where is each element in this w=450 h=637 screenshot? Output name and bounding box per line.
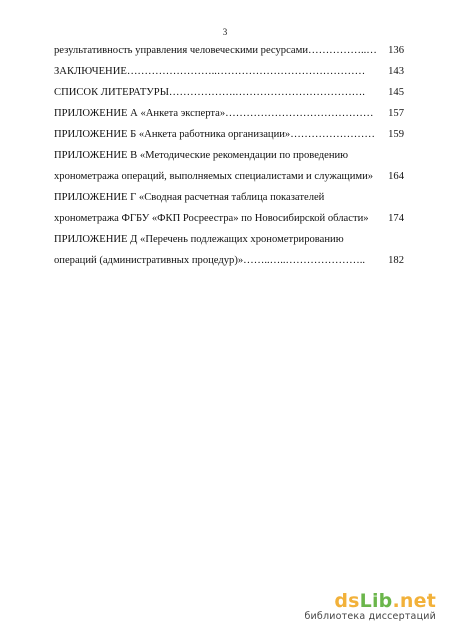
toc-entry xyxy=(54,61,404,82)
toc-entry-page: 143 xyxy=(388,66,404,77)
toc-entry-text: ПРИЛОЖЕНИЕ А «Анкета эксперта»…………………………………… xyxy=(54,108,374,119)
toc-entry-text: ЗАКЛЮЧЕНИЕ……………………..…………………………………… xyxy=(54,66,366,77)
toc-entry xyxy=(54,187,404,208)
toc-entry-page: 157 xyxy=(388,108,404,119)
toc-entry xyxy=(54,166,404,187)
toc-entry xyxy=(54,124,404,145)
logo-net: .net xyxy=(392,590,436,612)
toc-entry-text: хронометража ФГБУ «ФКП Росреестра» по Новосибирской области» xyxy=(54,213,369,224)
toc-entry xyxy=(54,40,404,61)
toc-entry xyxy=(54,208,404,229)
dslib-logo xyxy=(304,591,436,611)
toc-entry xyxy=(54,229,404,250)
toc-entry-text: ПРИЛОЖЕНИЕ Д «Перечень подлежащих хронометрированию xyxy=(54,234,344,245)
toc-entry-page: 159 xyxy=(388,129,404,140)
toc-entry-text: СПИСОК ЛИТЕРАТУРЫ……………….………………………………. xyxy=(54,87,365,98)
toc-entry xyxy=(54,103,404,124)
toc-entry-text: результативность управления человеческими ресурсами……………..… xyxy=(54,45,377,56)
table-of-contents xyxy=(54,40,404,271)
toc-entry-text: ПРИЛОЖЕНИЕ Б «Анкета работника организации»…………………… xyxy=(54,129,375,140)
toc-entry-page: 182 xyxy=(388,255,404,266)
toc-entry-text: ПРИЛОЖЕНИЕ Г «Сводная расчетная таблица показателей xyxy=(54,192,325,203)
toc-entry xyxy=(54,145,404,166)
toc-entry-text: хронометража операций, выполняемых специалистами и служащими» xyxy=(54,171,374,182)
toc-entry-page: 136 xyxy=(388,45,404,56)
toc-entry xyxy=(54,82,404,103)
logo-ds: ds xyxy=(334,590,360,612)
dslib-watermark xyxy=(304,591,436,623)
toc-entry xyxy=(54,250,404,271)
toc-entry-page: 145 xyxy=(388,87,404,98)
toc-entry-page: 174 xyxy=(388,213,404,224)
page-number: 3 xyxy=(222,27,228,37)
toc-entry-text: операций (административных процедур)»……..…..………………….. xyxy=(54,255,366,266)
toc-entry-page: 164 xyxy=(388,171,404,182)
toc-entry-text: ПРИЛОЖЕНИЕ В «Методические рекомендации по проведению xyxy=(54,150,349,161)
watermark-subtitle: библиотека диссертаций xyxy=(304,611,436,622)
logo-lib: Lib xyxy=(359,590,393,612)
